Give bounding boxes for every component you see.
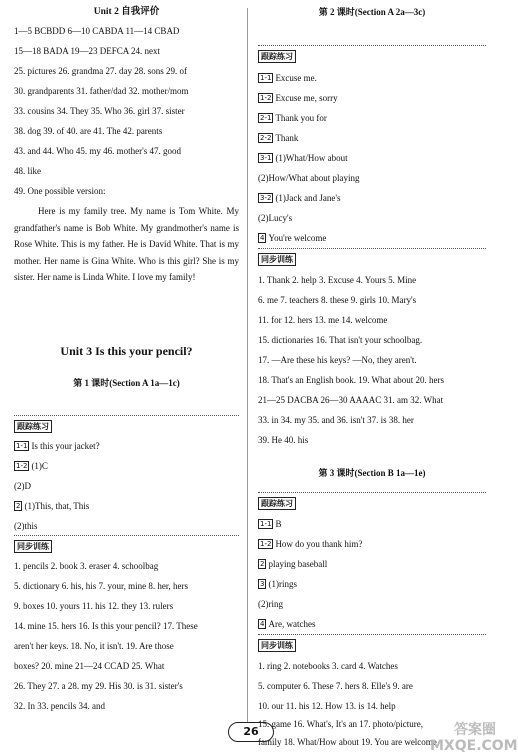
item-number-box: 3 [260, 580, 265, 588]
sync-line: 26. They 27. a 28. my 29. His 30. is 31. sister's [14, 681, 183, 691]
track-item: 3-1 (1)What/How about [260, 153, 348, 163]
separator [14, 535, 239, 536]
column-divider [247, 8, 248, 723]
track-item: (2)Lucy's [258, 213, 293, 223]
track-item: 1-1 Excuse me. [260, 73, 317, 83]
sync-line: 32. In 33. pencils 34. and [14, 701, 105, 711]
sync-line: 33. in 34. my 35. and 36. isn't 37. is 38. her [258, 415, 414, 425]
answer-line: 43. and 44. Who 45. my 46. mother's 47. good [14, 146, 181, 156]
track-item: 2-1 Thank you for [260, 113, 327, 123]
track-item: 1-2 Excuse me, sorry [260, 93, 338, 103]
track-item: 2-2 Thank [260, 133, 299, 143]
item-number-box: 2-1 [260, 114, 272, 122]
track-item: (2)D [14, 481, 31, 491]
unit2-review-title: Unit 2 自我评价 [93, 7, 160, 17]
item-number-box: 3-2 [260, 194, 272, 202]
lesson3-title: 第 3 课时(Section B 1a—1e) [318, 468, 426, 478]
answer-line: 15—18 BADA 19—23 DEFCA 24. next [14, 46, 161, 56]
item-number-box: 2 [16, 502, 21, 510]
answer-line: 25. pictures 26. grandma 27. day 28. sons 29. of [14, 66, 187, 76]
sync-line: 1. pencils 2. book 3. eraser 4. schoolbag [14, 561, 159, 571]
item-number-box: 4 [260, 620, 265, 628]
lesson1-title: 第 1 课时(Section A 1a—1c) [73, 378, 180, 388]
item-number-box: 3-1 [260, 154, 272, 162]
answer-line: 38. dog 39. of 40. are 41. The 42. parents [14, 126, 163, 136]
answer-line: 30. grandparents 31. father/dad 32. mother/mom [14, 86, 189, 96]
lesson2-title: 第 2 课时(Section A 2a—3c) [318, 7, 426, 17]
track-item: (2)ring [258, 599, 283, 609]
item-number-box: 2-2 [260, 134, 272, 142]
answer-line: 48. like [14, 166, 41, 176]
sync-line: 39. He 40. his [258, 435, 309, 445]
track-item: 1-2 (1)C [16, 461, 48, 471]
item-number-box: 2 [260, 560, 265, 568]
tracking-practice-tag: 跟踪练习 [258, 50, 296, 63]
item-number-box: 1-1 [16, 442, 28, 450]
track-item: 2 (1)This, that, This [16, 501, 90, 511]
item-number-box: 1-2 [16, 462, 28, 470]
track-item: 1-2 How do you thank him? [260, 539, 363, 549]
sync-line: 17. —Are these his keys? —No, they aren't. [258, 355, 417, 365]
separator [258, 634, 486, 635]
track-item: 1-1 Is this your jacket? [16, 441, 100, 451]
track-item: 3-2 (1)Jack and Jane's [260, 193, 341, 203]
sync-line: 5. computer 6. These 7. hers 8. Elle's 9. are [258, 681, 413, 691]
answer-line: 33. cousins 34. They 35. Who 36. girl 37. sister [14, 106, 185, 116]
sync-line: boxes? 20. mine 21—24 CCAD 25. What [14, 661, 165, 671]
sync-line: 1. Thank 2. help 3. Excuse 4. Yours 5. Mine [258, 275, 417, 285]
sync-line: 18. That's an English book. 19. What about 20. hers [258, 375, 445, 385]
answer-line: 1—5 BCBDD 6—10 CABDA 11—14 CBAD [14, 26, 180, 36]
item-number-box: 1-2 [260, 94, 272, 102]
sync-line: 11. for 12. hers 13. me 14. welcome [258, 315, 388, 325]
sync-line: 6. me 7. teachers 8. these 9. girls 10. Mary's [258, 295, 417, 305]
watermark-logo: 答案圈 MXQE.COM [430, 722, 518, 754]
sync-line: 14. mine 15. hers 16. Is this your pencil? 17. These [14, 621, 198, 631]
sync-training-tag: 同步训练 [258, 639, 296, 652]
item-number-box: 4 [260, 234, 265, 242]
item-number-box: 1-1 [260, 74, 272, 82]
track-item: 2 playing baseball [260, 559, 328, 569]
separator [258, 492, 486, 493]
sync-line: aren't her keys. 18. No, it isn't. 19. Are those [14, 641, 174, 651]
sync-training-tag: 同步训练 [258, 253, 296, 266]
sync-line: 10. our 11. his 12. How 13. is 14. help [258, 701, 396, 711]
sync-line: 5. dictionary 6. his, his 7. your, mine 8. her, hers [14, 581, 189, 591]
sync-line: 15. game 16. What's, It's an 17. photo/picture, [258, 719, 424, 729]
sync-line: 1. ring 2. notebooks 3. card 4. Watches [258, 661, 398, 671]
sync-training-tag: 同步训练 [14, 540, 52, 553]
item-number-box: 1-1 [260, 520, 272, 528]
track-item: 4 Are, watches [260, 619, 316, 629]
essay-paragraph: Here is my family tree. My name is Tom White. My grandfather's name is Bob White. My grandmother's name is Rose White. This is my father. He is David White. That is my mother. Her name is Gina White. Who is this girl? She is my sister. Her name is Linda White. I love my family! [14, 206, 239, 282]
sync-line: 21—25 DACBA 26—30 AAAAC 31. am 32. What [258, 395, 444, 405]
track-item: 4 You're welcome [260, 233, 327, 243]
sync-line: family 18. What/How about 19. You are welcome [258, 737, 437, 747]
sync-line: 15. dictionaries 16. That isn't your schoolbag. [258, 335, 423, 345]
tracking-practice-tag: 跟踪练习 [14, 420, 52, 433]
sync-line: 9. boxes 10. yours 11. his 12. they 13. rulers [14, 601, 174, 611]
item-number-box: 1-2 [260, 540, 272, 548]
unit3-title: Unit 3 Is this your pencil? [60, 344, 193, 358]
separator [258, 248, 486, 249]
track-item: (2)this [14, 521, 38, 531]
separator [258, 45, 486, 46]
page-number: 26 [228, 722, 274, 742]
separator [14, 415, 239, 416]
answer-line: 49. One possible version: [14, 186, 106, 196]
track-item: 3 (1)rings [260, 579, 297, 589]
tracking-practice-tag: 跟踪练习 [258, 497, 296, 510]
track-item: 1-1 B [260, 519, 282, 529]
track-item: (2)How/What about playing [258, 173, 360, 183]
